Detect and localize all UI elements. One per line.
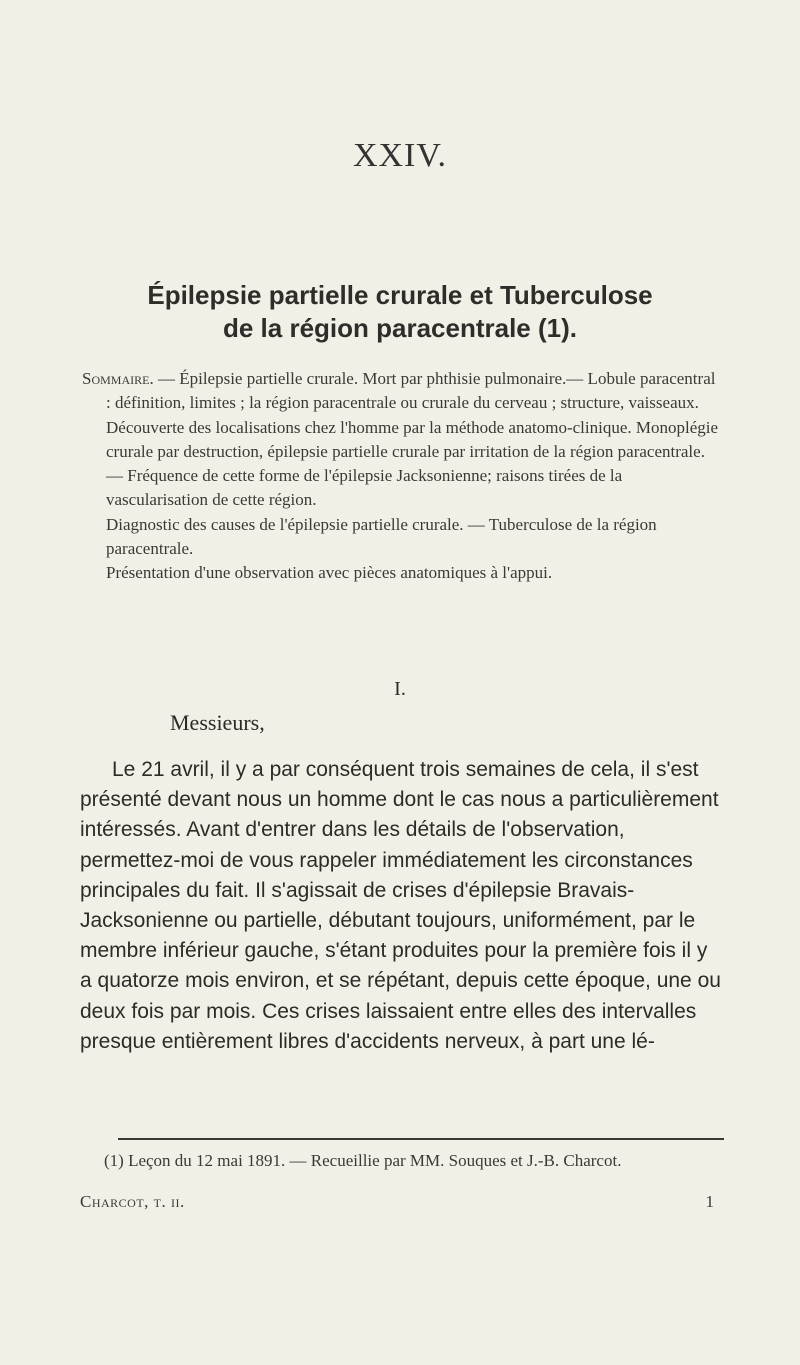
footnote-text: (1) Leçon du 12 mai 1891. — Recueillie par MM. Souques et J.-B. Charcot. (104, 1151, 622, 1170)
chapter-number: XXIV. (352, 137, 448, 174)
summary-paragraph-3: Diagnostic des causes de l'épilepsie partielle crurale. — Tuberculose de la région paracentrale. (106, 514, 657, 559)
page-title-line-2: de la région paracentrale (1). (222, 313, 577, 343)
body-paragraph: Le 21 avril, il y a par conséquent trois semaines de cela, il s'est présenté devant nous un homme dont le cas nous a particulièrement intéressés. Avant d'entrer dans les détails de l'observation, permettez-moi de vous rappeler immédiatement les circonstances principales du fait. Il s'agissait de crises d'épilepsie Bravais-Jacksonienne ou partielle, débutant toujours, uniformément, par le membre inférieur gauche, s'étant produites pour la première fois il y a quatorze mois environ, et se répétant, depuis cette époque, une ou deux fois par mois. Ces crises laissaient entre elles des intervalles presque entièrement libres d'accidents nerveux, à part une lé- (80, 758, 721, 1053)
section-number: I. (394, 678, 406, 700)
footnote-divider (118, 1138, 724, 1140)
footnote (80, 1150, 722, 1172)
running-head: Charcot, t. ii. (80, 1192, 185, 1211)
salutation: Messieurs, (170, 710, 265, 735)
summary-label: Sommaire. (82, 369, 154, 388)
summary-paragraph-1 (82, 367, 722, 416)
summary-text-1: — Épilepsie partielle crurale. Mort par phthisie pulmonaire.— Lobule paracentral : définition, limites ; la région paracentrale ou crurale du cerveau ; structure, vaisseaux. (106, 369, 716, 413)
summary-paragraph-4: Présentation d'une observation avec pièces anatomiques à l'appui. (106, 563, 553, 583)
body-text (80, 755, 722, 1057)
summary-paragraph-2: Découverte des localisations chez l'homme par la méthode anatomo-clinique. Monoplégie crurale par destruction, épilepsie partielle crurale par irritation de la région paracentrale. — Fréquence de cette forme de l'épilepsie Jacksonienne; raisons tirées de la vascularisation de cette région. (106, 417, 719, 510)
summary-block (82, 367, 722, 586)
page-number: 1 (705, 1192, 714, 1211)
page-title-line-1: Épilepsie partielle crurale et Tuberculose (147, 280, 653, 310)
